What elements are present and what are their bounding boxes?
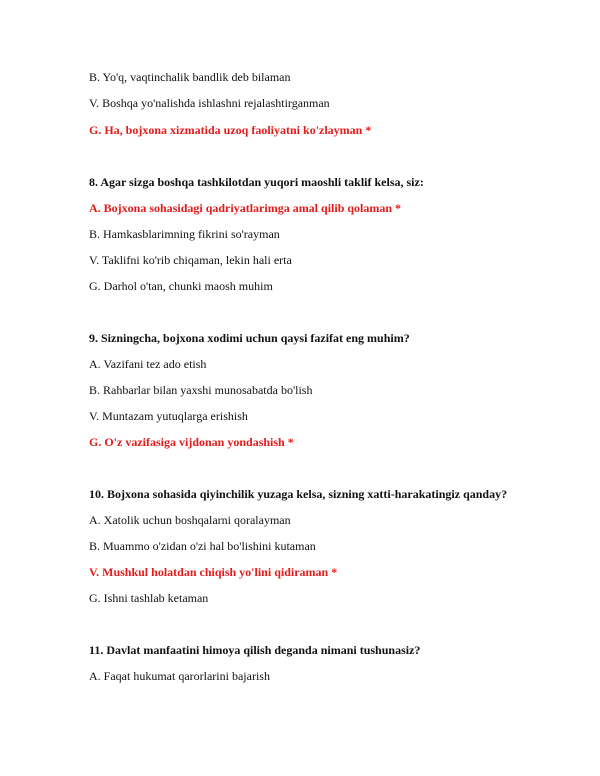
q10-option-b: B. Muammo o'zidan o'zi hal bo'lishini kutaman <box>89 539 316 553</box>
q8-option-a-correct: A. Bojxona sohasidagi qadriyatlarimga amal qilib qolaman * <box>89 201 402 215</box>
q9-option-g-correct: G. O'z vazifasiga vijdonan yondashish * <box>89 435 294 449</box>
q8-option-g: G. Darhol o'tan, chunki maosh muhim <box>89 279 273 293</box>
q7-option-v: V. Boshqa yo'nalishda ishlashni rejalashtirganman <box>89 96 330 110</box>
q9-option-a: A. Vazifani tez ado etish <box>89 357 207 371</box>
q11-question: 11. Davlat manfaatini himoya qilish deganda nimani tushunasiz? <box>89 643 421 657</box>
q11-option-a: A. Faqat hukumat qarorlarini bajarish <box>89 669 270 683</box>
q9-question: 9. Sizningcha, bojxona xodimi uchun qaysi fazifat eng muhim? <box>89 331 410 345</box>
q9-option-v: V. Muntazam yutuqlarga erishish <box>89 409 248 423</box>
q7-option-g-correct: G. Ha, bojxona xizmatida uzoq faoliyatni ko'zlayman * <box>89 123 372 137</box>
q10-question: 10. Bojxona sohasida qiyinchilik yuzaga kelsa, sizning xatti-harakatingiz qanday? <box>89 487 508 501</box>
q8-option-b: B. Hamkasblarimning fikrini so'rayman <box>89 227 280 241</box>
q9-option-b: B. Rahbarlar bilan yaxshi munosabatda bo'lish <box>89 383 313 397</box>
q8-question: 8. Agar sizga boshqa tashkilotdan yuqori maoshli taklif kelsa, siz: <box>89 175 424 189</box>
q10-option-g: G. Ishni tashlab ketaman <box>89 591 209 605</box>
q7-option-b: B. Yo'q, vaqtinchalik bandlik deb bilaman <box>89 70 291 84</box>
q10-option-a: A. Xatolik uchun boshqalarni qoralayman <box>89 513 291 527</box>
q10-option-v-correct: V. Mushkul holatdan chiqish yo'lini qidiraman * <box>89 565 338 579</box>
q8-option-v: V. Taklifni ko'rib chiqaman, lekin hali erta <box>89 253 292 267</box>
